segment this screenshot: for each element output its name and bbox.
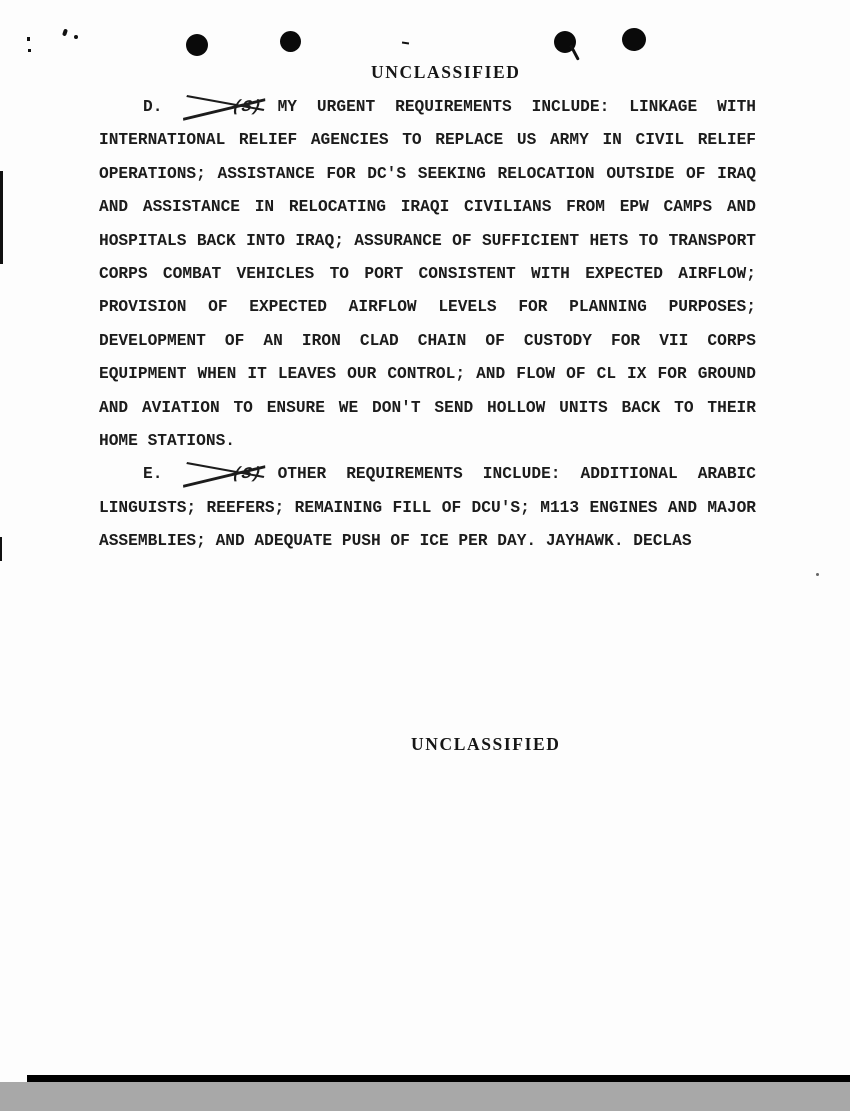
document-body (99, 91, 756, 559)
header-classification: UNCLASSIFIED (371, 62, 521, 82)
paragraph-e-text: OTHER REQUIREMENTS INCLUDE: ADDITIONAL ARABIC LINGUISTS; REEFERS; REMAINING FILL OF DCU'S; M113 ENGINES AND MAJOR ASSEMBLIES; AND ADEQUATE PUSH OF ICE PER DAY. JAYHAWK. DECLAS (99, 465, 756, 551)
scan-speck (402, 42, 409, 45)
redacted-classification-marking: (S) (185, 91, 264, 124)
paragraph-d-text: MY URGENT REQUIREMENTS INCLUDE: LINKAGE WITH INTERNATIONAL RELIEF AGENCIES TO REPLACE US ARMY IN CIVIL RELIEF OPERATIONS; ASSISTANCE FOR DC'S SEEKING RELOCATION OUTSIDE OF IRAQ AND ASSISTANCE IN RELOCATING IRAQI CIVILIANS FROM EPW CAMPS AND HOSPITALS BACK INTO IRAQ; ASSURANCE OF SUFFICIENT HETS TO TRANSPORT CORPS COMBAT VEHICLES TO PORT CONSISTENT WITH EXPECTED AIRFLOW; PROVISION OF EXPECTED AIRFLOW LEVELS FOR PLANNING PURPOSES; DEVELOPMENT OF AN IRON CLAD CHAIN OF CUSTODY FOR VII CORPS EQUIPMENT WHEN IT LEAVES OUR CONTROL; AND FLOW OF CL IX FOR GROUND AND AVIATION TO ENSURE WE DON'T SEND HOLLOW UNITS BACK TO THEIR HOME STATIONS. (99, 98, 756, 451)
footer-classification: UNCLASSIFIED (411, 734, 561, 754)
scan-speck (74, 35, 78, 39)
hole-punch-mark (186, 34, 208, 56)
hole-punch-mark (622, 28, 646, 51)
scan-bottom-bar (27, 1075, 850, 1082)
scan-speck (816, 573, 819, 576)
redacted-classification-marking: (S) (185, 458, 264, 491)
scan-edge-line (0, 537, 2, 561)
paragraph-e-label: E. (143, 465, 163, 484)
scan-speck (62, 29, 68, 37)
scan-edge-line (0, 171, 3, 264)
scan-speck (28, 49, 31, 52)
scan-bottom-edge (0, 1082, 850, 1111)
paragraph-d-label: D. (143, 98, 163, 116)
paragraph-e (99, 458, 756, 558)
paragraph-d (99, 91, 756, 458)
hole-punch-mark (280, 31, 301, 52)
scan-speck (27, 37, 30, 41)
